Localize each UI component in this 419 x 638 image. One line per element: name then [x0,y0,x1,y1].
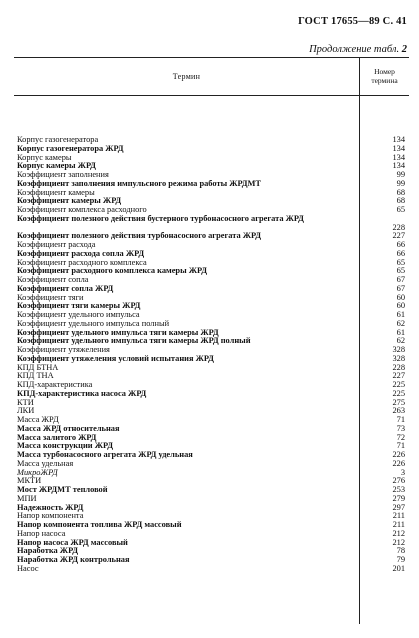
term-number-cell: 3 [400,467,405,477]
table-row [14,556,409,565]
term-number-cell: 211 [392,511,405,521]
table-row [14,390,409,399]
table-row [14,364,409,373]
term-number-cell: 228 [392,362,405,372]
term-cell: Корпус газогенератора [17,136,99,144]
table-row [14,215,409,233]
term-cell: Коэффициент заполнения импульсного режима работы ЖРДМТ [17,179,261,188]
term-cell: Корпус газогенератора ЖРД [17,144,124,153]
term-cell: КПД-характеристика [17,381,93,389]
table-row [14,320,409,329]
table-row [14,171,409,180]
term-number-cell: 212 [392,537,405,547]
term-number-cell: 253 [392,485,405,494]
term-cell: Мост ЖРДМТ тепловой [17,486,108,494]
table-row [14,469,409,478]
term-number-cell: 134 [392,152,405,162]
table-row [14,136,409,145]
table-row [14,442,409,451]
term-number-cell: 61 [396,310,405,319]
table-row [14,311,409,320]
term-number-cell: 226 [392,458,405,468]
term-number-cell: 134 [392,161,405,171]
table-row [14,276,409,285]
table-row [14,189,409,198]
term-cell: КТИ [17,398,34,407]
term-number-cell: 228 [392,222,405,232]
term-number-cell: 73 [396,423,405,433]
term-number-cell: 134 [392,143,405,153]
term-cell: КПД-характеристика насоса ЖРД [17,389,147,398]
term-cell: Коэффициент тяги камеры ЖРД [17,302,141,311]
term-cell: Коэффициент заполнения [17,171,109,179]
term-number-cell: 201 [392,563,405,573]
term-number-cell: 79 [396,555,405,564]
table-row [14,407,409,416]
table-header [14,58,409,96]
term-cell: Коэффициент удельного импульса полный [17,319,170,328]
term-number-cell: 225 [392,380,405,389]
table-row [14,434,409,443]
page-header: ГОСТ 17655—89 С. 41 [298,16,407,27]
term-number-cell: 297 [392,502,405,512]
term-cell: Масса турбонасосного агрегата ЖРД удельная [17,451,193,459]
caption-text: Продолжение табл. [309,44,400,55]
term-cell: Коэффициент полезного действия турбонасосного агрегата ЖРД [17,232,262,241]
term-cell: Корпус камеры [17,153,72,162]
table-row [14,337,409,346]
term-number-cell: 225 [392,388,405,398]
term-cell: Коэффициент комплекса расходного [17,206,147,214]
term-cell: Коэффициент удельного импульса [17,311,140,319]
term-number-cell: 71 [396,415,405,424]
term-cell: Напор насоса ЖРД массовый [17,538,128,547]
table-body [14,96,409,624]
table-row [14,329,409,338]
term-cell: Коэффициент утяжеления [17,346,110,354]
table-row [14,477,409,486]
table-row [14,250,409,259]
term-cell: КПД ТНА [17,372,54,381]
table-row [14,504,409,513]
table-row [14,346,409,355]
term-cell: МКТИ [17,477,42,486]
term-number-cell: 60 [396,301,405,311]
column-divider [359,96,360,624]
term-cell: Масса залитого ЖРД [17,433,97,442]
term-number-cell: 78 [396,546,405,556]
table-caption [309,44,407,55]
table-row [14,460,409,469]
table-row [14,259,409,268]
term-cell: Напор компонента топлива ЖРД массовый [17,521,182,529]
term-number-cell: 68 [396,187,405,197]
table-row [14,451,409,460]
term-cell: Масса ЖРД относительная [17,424,120,433]
term-cell: Наработка ЖРД контрольная [17,556,130,564]
table-row [14,267,409,276]
term-number-cell: 134 [392,135,405,144]
term-cell: Коэффициент расхода [17,241,96,249]
term-cell: Коэффициент сопла [17,276,89,284]
column-header-number-line1: Номер [374,66,395,76]
term-cell: Корпус камеры ЖРД [17,162,96,171]
term-number-cell: 67 [396,283,405,293]
term-cell: Масса удельная [17,459,74,468]
term-number-cell: 62 [396,336,405,346]
term-cell: Коэффициент тяги [17,293,84,302]
term-cell: Коэффициент удельного импульса тяги камеры ЖРД полный [17,337,251,346]
table-row [14,495,409,504]
term-cell: Надежность ЖРД [17,503,84,512]
term-number-cell: 66 [396,240,405,249]
table-row [14,425,409,434]
term-number-cell: 263 [392,406,405,416]
term-cell: КПД БТНА [17,363,59,372]
term-number-cell: 65 [396,257,405,267]
term-cell: Коэффициент утяжеления условий испытания ЖРД [17,354,214,363]
table-row [14,512,409,521]
term-number-cell: 99 [396,178,405,188]
term-number-cell: 227 [392,231,405,241]
term-cell: МикроЖРД [17,468,58,477]
term-cell: Коэффициент расходного комплекса камеры ЖРД [17,267,207,276]
term-cell: Коэффициент камеры [17,188,95,197]
term-number-cell: 211 [392,520,405,529]
term-number-cell: 61 [396,327,405,337]
term-cell: Коэффициент камеры ЖРД [17,197,122,206]
column-header-term: Термин [172,72,201,81]
terms-table [14,57,409,624]
term-number-cell: 72 [396,432,405,442]
term-number-cell: 328 [392,353,405,363]
term-number-cell: 62 [396,318,405,328]
column-header-number [359,58,409,95]
term-number-cell: 212 [392,528,405,538]
table-row [14,145,409,154]
table-row [14,355,409,364]
column-header-number-line2: термина [371,75,398,85]
term-number-cell: 227 [392,371,405,381]
table-row [14,530,409,539]
term-cell: Коэффициент полезного действия бустерного турбонасосного агрегата ЖРД [17,214,304,223]
table-row [14,372,409,381]
caption-table-number: 2 [401,44,407,55]
term-number-cell: 66 [396,248,405,258]
term-number-cell: 276 [392,476,405,486]
term-cell: Напор компонента [17,512,84,521]
term-cell: Коэффициент сопла ЖРД [17,284,114,293]
term-cell: МПИ [17,494,37,503]
term-cell: Коэффициент расхода сопла ЖРД [17,249,145,258]
table-row [14,521,409,530]
term-cell: Наработка ЖРД [17,547,79,556]
term-cell: Насос [17,564,39,573]
table-row [14,197,409,206]
term-cell: Масса ЖРД [17,416,59,424]
term-number-cell: 60 [396,292,405,302]
table-row [14,547,409,556]
term-number-cell: 226 [392,450,405,459]
table-row [14,241,409,250]
term-number-cell: 65 [396,205,405,214]
table-row [14,539,409,548]
table-row [14,180,409,189]
table-row [14,416,409,425]
table-row [14,206,409,215]
table-row [14,154,409,163]
term-cell: Напор насоса [17,529,66,538]
term-number-cell: 99 [396,170,405,179]
term-number-cell: 65 [396,266,405,276]
table-row [14,565,409,574]
term-number-cell: 275 [392,397,405,407]
table-row [14,486,409,495]
term-cell: Коэффициент расходного комплекса [17,258,147,267]
table-row [14,294,409,303]
table-row [14,399,409,408]
table-row [14,162,409,171]
term-number-cell: 71 [396,441,405,451]
table-row [14,232,409,241]
term-cell: Коэффициент удельного импульса тяги камеры ЖРД [17,328,219,337]
table-row [14,302,409,311]
term-cell: Масса конструкции ЖРД [17,442,113,451]
term-number-cell: 328 [392,345,405,354]
term-number-cell: 279 [392,493,405,503]
term-cell: ЛКИ [17,407,35,416]
table-row [14,381,409,390]
term-number-cell: 68 [396,196,405,206]
term-number-cell: 67 [396,275,405,284]
table-row [14,285,409,294]
